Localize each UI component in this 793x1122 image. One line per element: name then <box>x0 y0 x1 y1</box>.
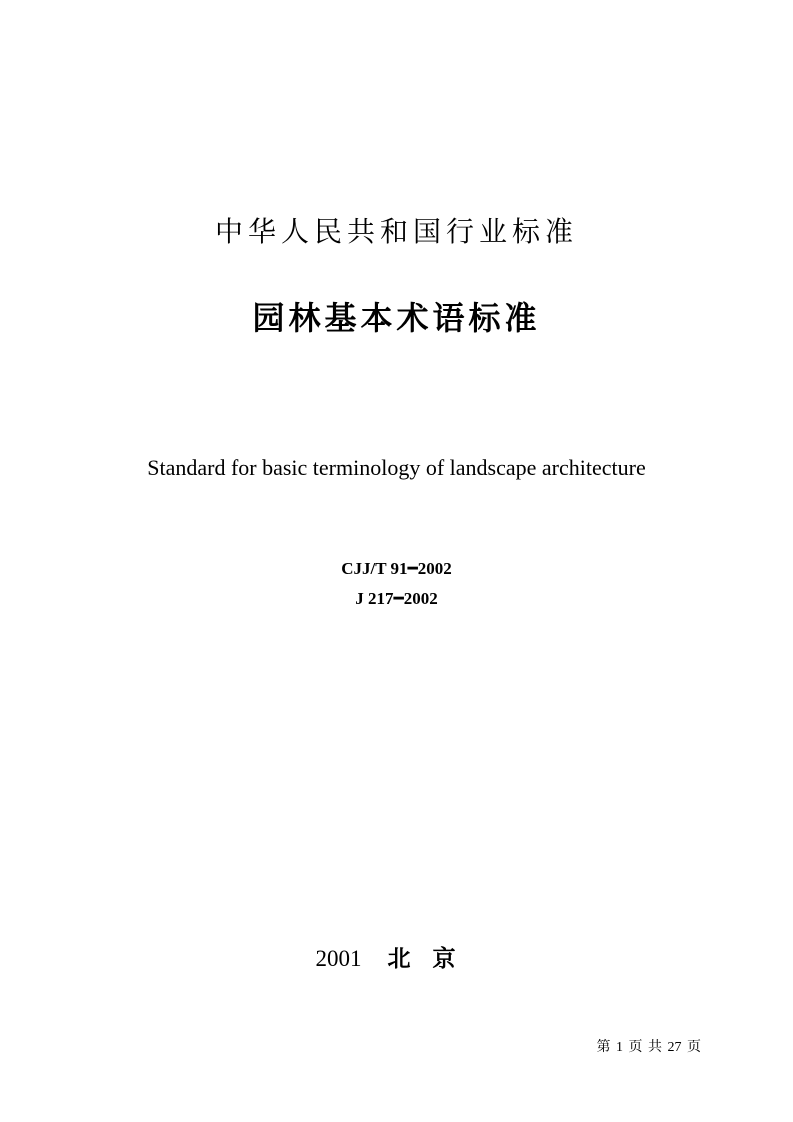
publication-city: 北京 <box>387 946 478 972</box>
issuing-body: 中华人民共和国行业标准 <box>214 215 578 248</box>
document-title: 园林基本术语标准 <box>252 299 541 337</box>
registration-code: J 217━2002 <box>355 589 438 608</box>
publication-year: 2001 <box>315 946 362 971</box>
imprint <box>0 940 793 973</box>
page-indicator: 第 1 页 共 27 页 <box>596 1040 701 1055</box>
english-title: Standard for basic terminology of landscape architecture <box>147 455 646 480</box>
standard-code: CJJ/T 91━2002 <box>341 559 452 578</box>
